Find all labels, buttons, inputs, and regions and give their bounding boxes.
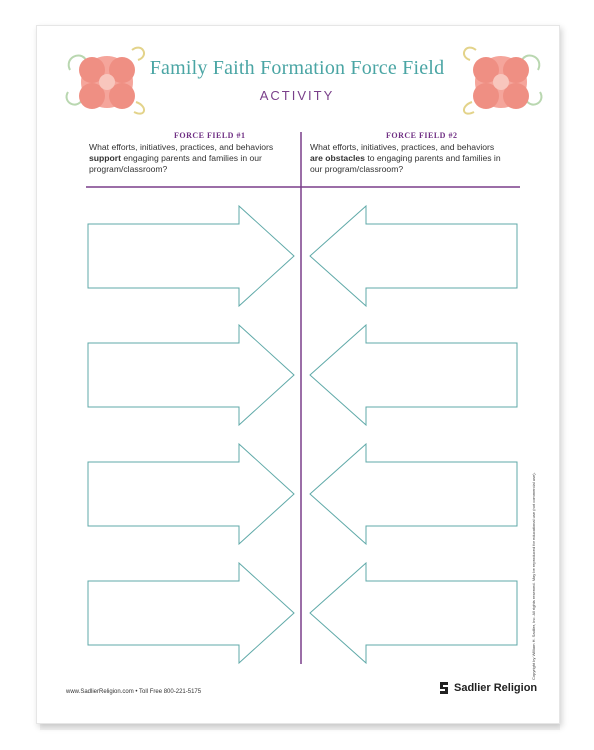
footer-phone: Toll Free 800-221-5175 xyxy=(139,689,202,695)
obstacle-arrow-1 xyxy=(310,206,517,306)
force-field-2-question: What efforts, initiatives, practices, and behaviors are obstacles to engaging parents and families in our program/classroom? xyxy=(310,142,501,174)
support-arrow-3 xyxy=(88,444,294,544)
copyright-notice: Copyright by William H. Sadlier, Inc. All rights reserved. May be reproduced for educational use (not commercial use). xyxy=(531,472,536,680)
obstacle-arrow-3 xyxy=(310,444,517,544)
footer-website[interactable]: www.SadlierReligion.com xyxy=(66,689,134,695)
page-title: Family Faith Formation Force Field xyxy=(149,57,445,79)
page-subtitle: ACTIVITY xyxy=(259,88,335,103)
force-field-2-heading: FORCE FIELD #2 xyxy=(386,131,458,140)
brand-logo: Sadlier Religion xyxy=(438,681,537,695)
sadlier-logo-icon xyxy=(438,681,450,695)
footer-contact: www.SadlierReligion.com • Toll Free 800-221-5175 xyxy=(66,689,202,695)
support-arrow-1 xyxy=(88,206,294,306)
force-field-1-heading: FORCE FIELD #1 xyxy=(174,131,246,140)
support-arrow-2 xyxy=(88,325,294,425)
force-field-1-question: What efforts, initiatives, practices, and behaviors support engaging parents and families in our program/classroom? xyxy=(89,142,274,174)
obstacle-arrow-4 xyxy=(310,563,517,663)
support-arrow-4 xyxy=(88,563,294,663)
obstacle-arrow-2 xyxy=(310,325,517,425)
